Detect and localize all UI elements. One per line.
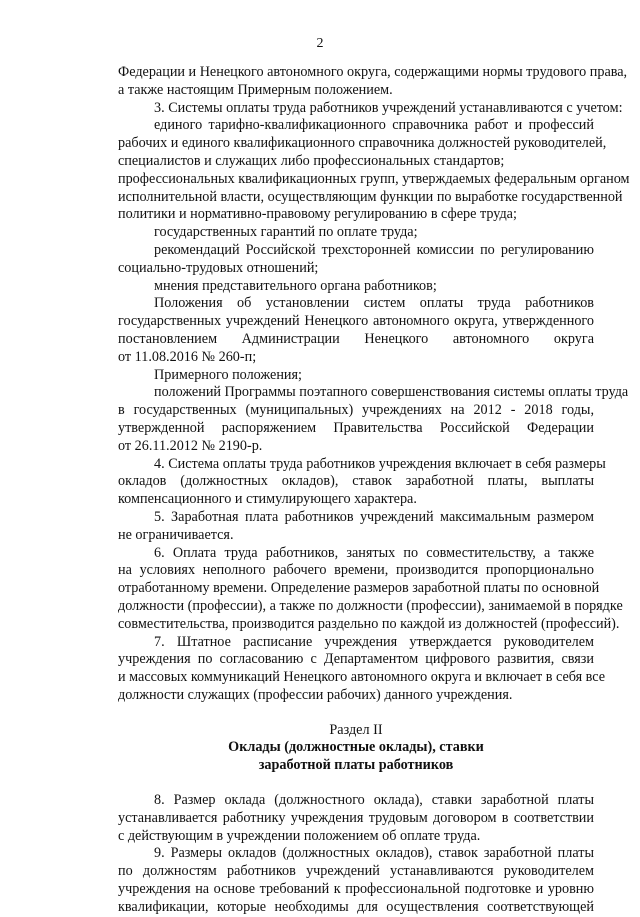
text-line: 9. Размеры окладов (должностных окладов), ставок заработной платы: [154, 845, 594, 862]
text-line: по должностям работников учреждений устанавливаются руководителем: [118, 863, 594, 880]
text-line: мнения представительного органа работников;: [154, 277, 437, 294]
text-line: 5. Заработная плата работников учреждений максимальным размером: [154, 508, 594, 525]
text-line: 7. Штатное расписание учреждения утверждается руководителем: [154, 633, 594, 650]
paragraph: [118, 722, 594, 775]
text-line: государственных гарантий по оплате труда;: [154, 224, 418, 241]
text-line: должности (профессии), а также по должности (профессии), занимаемой в порядке: [118, 597, 623, 614]
text-line: от 26.11.2012 № 2190-р.: [118, 437, 263, 454]
section-spacer: [118, 775, 594, 792]
text-line: в государственных (муниципальных) учреждениях на 2012 - 2018 годы,: [118, 402, 594, 419]
paragraph: [118, 384, 629, 455]
text-line: Примерного положения;: [154, 366, 302, 383]
section-heading-line: Оклады (должностные оклады), ставки: [228, 739, 484, 756]
paragraph: [118, 509, 594, 545]
paragraph: [118, 64, 628, 100]
text-line: на условиях неполного рабочего времени, производится пропорционально: [118, 562, 594, 579]
text-line: от 11.08.2016 № 260-п;: [118, 348, 257, 365]
paragraph: [118, 99, 623, 118]
text-line: 4. Система оплаты труда работников учреждения включает в себя размеры: [154, 455, 606, 472]
text-line: рабочих и единого квалификационного справочника должностей руководителей,: [118, 135, 607, 152]
text-line: постановлением Администрации Ненецкого автономного округа: [118, 330, 594, 347]
paragraph: [118, 242, 594, 278]
paragraph: [118, 455, 606, 509]
paragraph: [118, 633, 606, 705]
text-line: утвержденной распоряжением Правительства Российской Федерации: [118, 419, 594, 436]
section-spacer: [118, 705, 594, 722]
text-line: и массовых коммуникаций Ненецкого автономного округа и включает в себя все: [118, 669, 606, 686]
paragraph: [118, 224, 594, 242]
text-line: а также настоящим Примерным положением.: [118, 81, 393, 98]
text-line: государственных учреждений Ненецкого автономного округа, утвержденного: [118, 313, 594, 330]
text-line: политики и нормативно-правовому регулированию в сфере труда;: [118, 206, 517, 223]
text-line: 6. Оплата труда работников, занятых по совместительству, а также: [154, 544, 594, 561]
text-line: 3. Системы оплаты труда работников учреждений устанавливаются с учетом:: [154, 99, 623, 116]
text-line: специалистов и служащих либо профессиональных стандартов;: [118, 152, 505, 169]
text-line: компенсационного и стимулирующего характера.: [118, 491, 417, 508]
paragraph: [118, 117, 607, 170]
paragraph: [118, 170, 630, 224]
paragraph: [118, 367, 594, 385]
document-body: [118, 64, 630, 917]
text-line: 8. Размер оклада (должностного оклада), ставки заработной платы: [154, 792, 594, 809]
text-line: Раздел II: [329, 721, 383, 738]
text-line: отработанному времени. Определение размеров заработной платы по основной: [118, 580, 600, 597]
text-line: Положения об установлении систем оплаты труда работников: [154, 295, 594, 312]
paragraph: [118, 295, 594, 366]
text-line: профессиональных квалификационных групп, утверждаемых федеральным органом: [118, 170, 630, 187]
text-line: социально-трудовых отношений;: [118, 259, 319, 276]
text-line: с действующим в учреждении положением об оплате труда.: [118, 827, 481, 844]
text-line: рекомендаций Российской трехсторонней комиссии по регулированию: [154, 241, 594, 258]
text-line: учреждения по согласованию с Департаментом цифрового развития, связи: [118, 651, 594, 668]
text-line: единого тарифно-квалификационного справочника работ и профессий: [154, 117, 594, 134]
text-line: должности служащих (профессии рабочих) данного учреждения.: [118, 686, 513, 703]
text-line: учреждения на основе требований к профессиональной подготовке и уровню: [118, 881, 594, 898]
page-number: 2: [316, 36, 324, 51]
text-line: положений Программы поэтапного совершенствования системы оплаты труда: [154, 384, 629, 401]
paragraph: [118, 845, 594, 916]
text-line: устанавливается работнику учреждения трудовым договором в соответствии: [118, 809, 594, 826]
text-line: исполнительной власти, осуществляющим функции по выработке государственной: [118, 188, 623, 205]
paragraph: [118, 792, 594, 845]
text-line: окладов (должностных окладов), ставок заработной платы, выплаты: [118, 473, 594, 490]
text-line: Федерации и Ненецкого автономного округа, содержащими нормы трудового права,: [118, 64, 628, 80]
text-line: квалификации, которые необходимы для осуществления соответствующей: [118, 898, 594, 915]
section-heading-line: заработной платы работников: [258, 757, 454, 774]
text-line: не ограничивается.: [118, 526, 234, 543]
text-line: совместительства, производится раздельно по каждой из должностей (профессий).: [118, 615, 620, 632]
paragraph: [118, 278, 594, 296]
paragraph: [118, 544, 623, 634]
